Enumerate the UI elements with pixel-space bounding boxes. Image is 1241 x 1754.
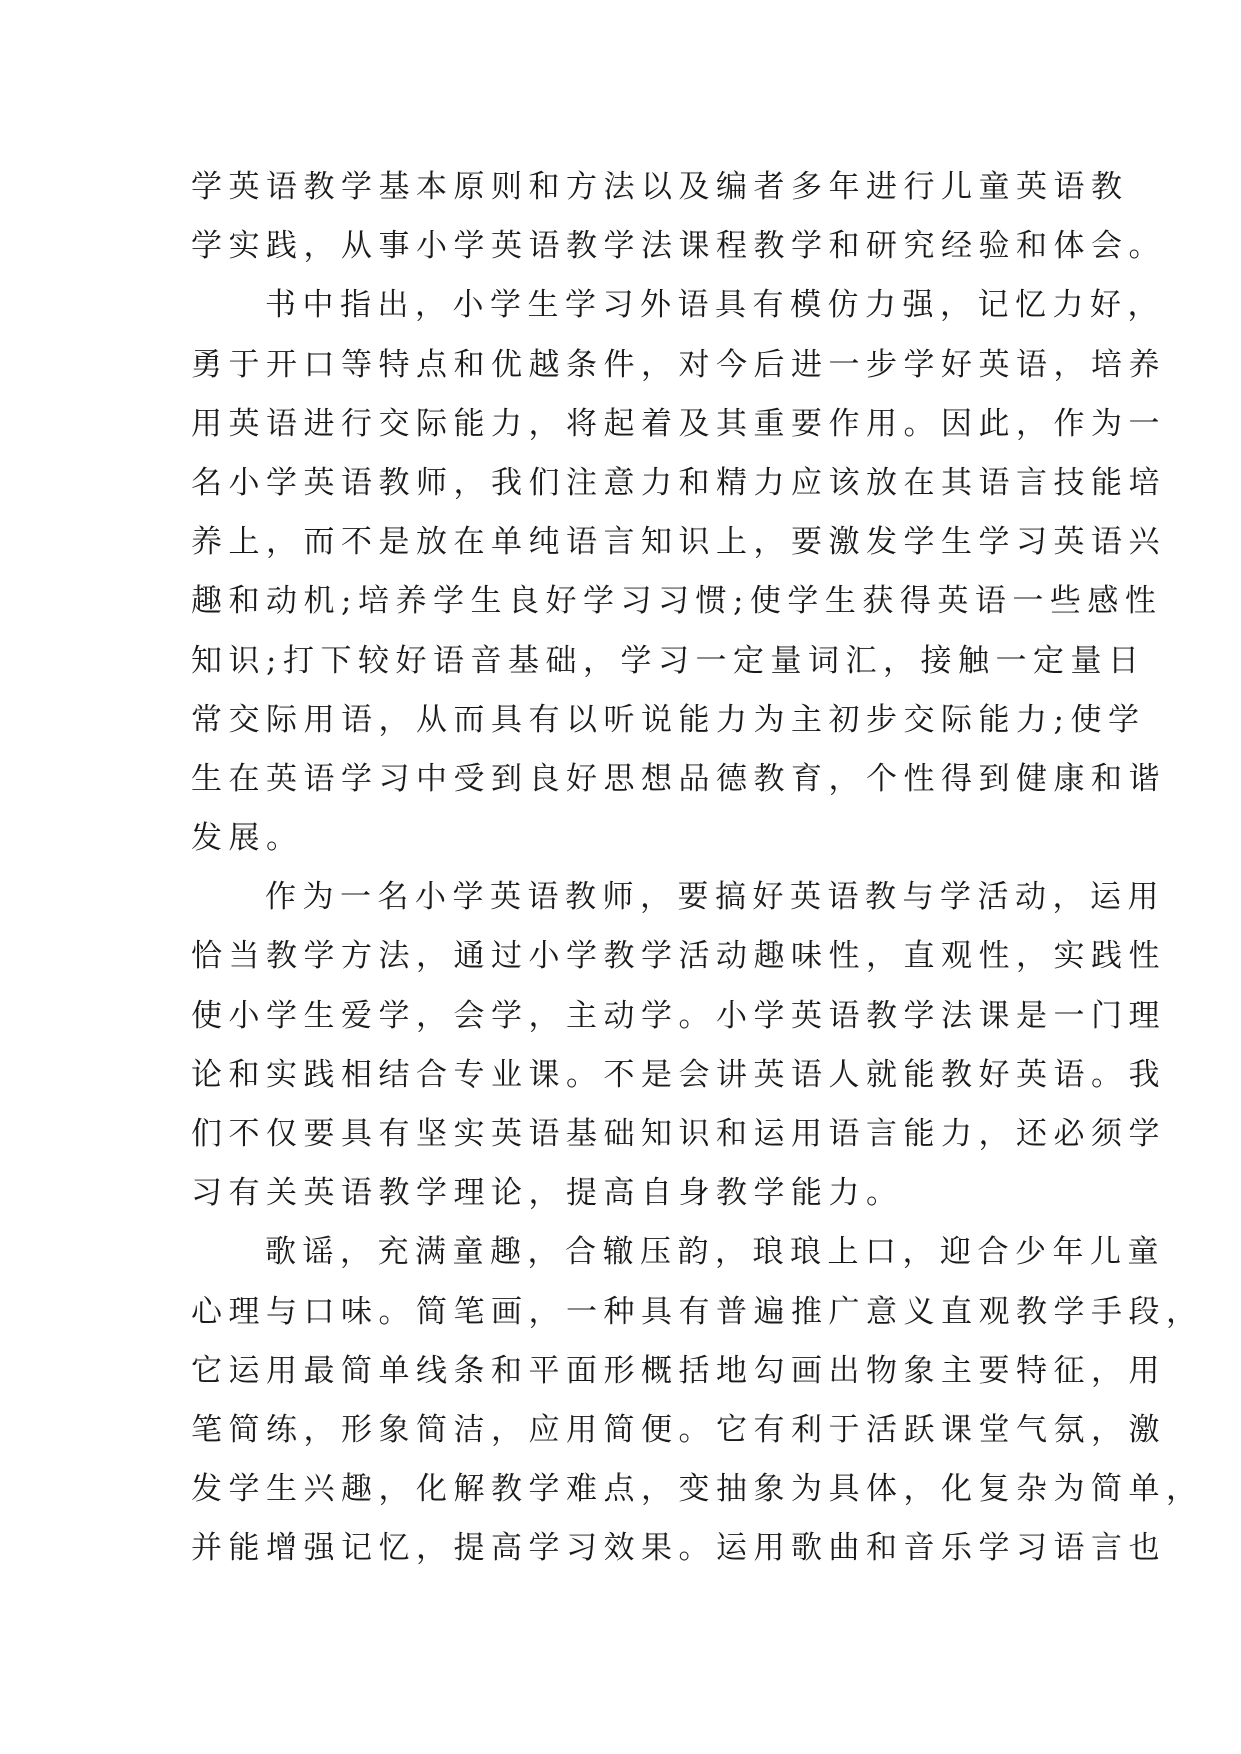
text-line: 学实践，从事小学英语教学法课程教学和研究经验和体会。	[191, 228, 1166, 265]
paragraph	[191, 276, 1166, 868]
text-line: 作为一名小学英语教师，要搞好英语教与学活动，运用	[265, 879, 1165, 916]
text-line: 学英语教学基本原则和方法以及编者多年进行儿童英语教	[191, 169, 1129, 205]
paragraph	[191, 158, 1166, 276]
text-line: 习有关英语教学理论，提高自身教学能力。	[191, 1175, 904, 1212]
text-line: 勇于开口等特点和优越条件，对今后进一步学好英语，培养	[191, 346, 1166, 383]
paragraph	[191, 868, 1166, 1223]
text-line: 并能增强记忆，提高学习效果。运用歌曲和音乐学习语言也	[191, 1530, 1166, 1567]
text-line: 生在英语学习中受到良好思想品德教育，个性得到健康和谐	[191, 760, 1166, 797]
text-line: 心理与口味。简笔画，一种具有普遍推广意义直观教学手段，	[191, 1293, 1204, 1330]
text-line: 趣和动机;培养学生良好学习习惯;使学生获得英语一些感性	[191, 583, 1163, 620]
text-line: 歌谣，充满童趣，合辙压韵，琅琅上口，迎合少年儿童	[265, 1234, 1165, 1271]
document-body	[191, 158, 1204, 1579]
text-line: 书中指出，小学生学习外语具有模仿力强，记忆力好，	[265, 287, 1165, 324]
text-line: 恰当教学方法，通过小学教学活动趣味性，直观性，实践性	[191, 938, 1166, 975]
text-line: 知识;打下较好语音基础，学习一定量词汇，接触一定量日	[191, 642, 1146, 679]
text-line: 养上，而不是放在单纯语言知识上，要激发学生学习英语兴	[191, 524, 1166, 561]
text-line: 们不仅要具有坚实英语基础知识和运用语言能力，还必须学	[191, 1116, 1166, 1152]
text-line: 使小学生爱学，会学，主动学。小学英语教学法课是一门理	[191, 997, 1166, 1034]
text-line: 它运用最简单线条和平面形概括地勾画出物象主要特征，用	[191, 1352, 1166, 1389]
text-line: 发展。	[191, 820, 304, 857]
text-line: 常交际用语，从而具有以听说能力为主初步交际能力;使学	[191, 701, 1146, 738]
text-line: 名小学英语教师，我们注意力和精力应该放在其语言技能培	[191, 464, 1166, 501]
text-line: 发学生兴趣，化解教学难点，变抽象为具体，化复杂为简单，	[191, 1471, 1204, 1508]
text-line: 笔简练，形象简洁，应用简便。它有利于活跃课堂气氛，激	[191, 1411, 1166, 1448]
paragraph	[191, 1223, 1204, 1578]
text-line: 用英语进行交际能力，将起着及其重要作用。因此，作为一	[191, 405, 1166, 442]
text-line: 论和实践相结合专业课。不是会讲英语人就能教好英语。我	[191, 1056, 1166, 1093]
